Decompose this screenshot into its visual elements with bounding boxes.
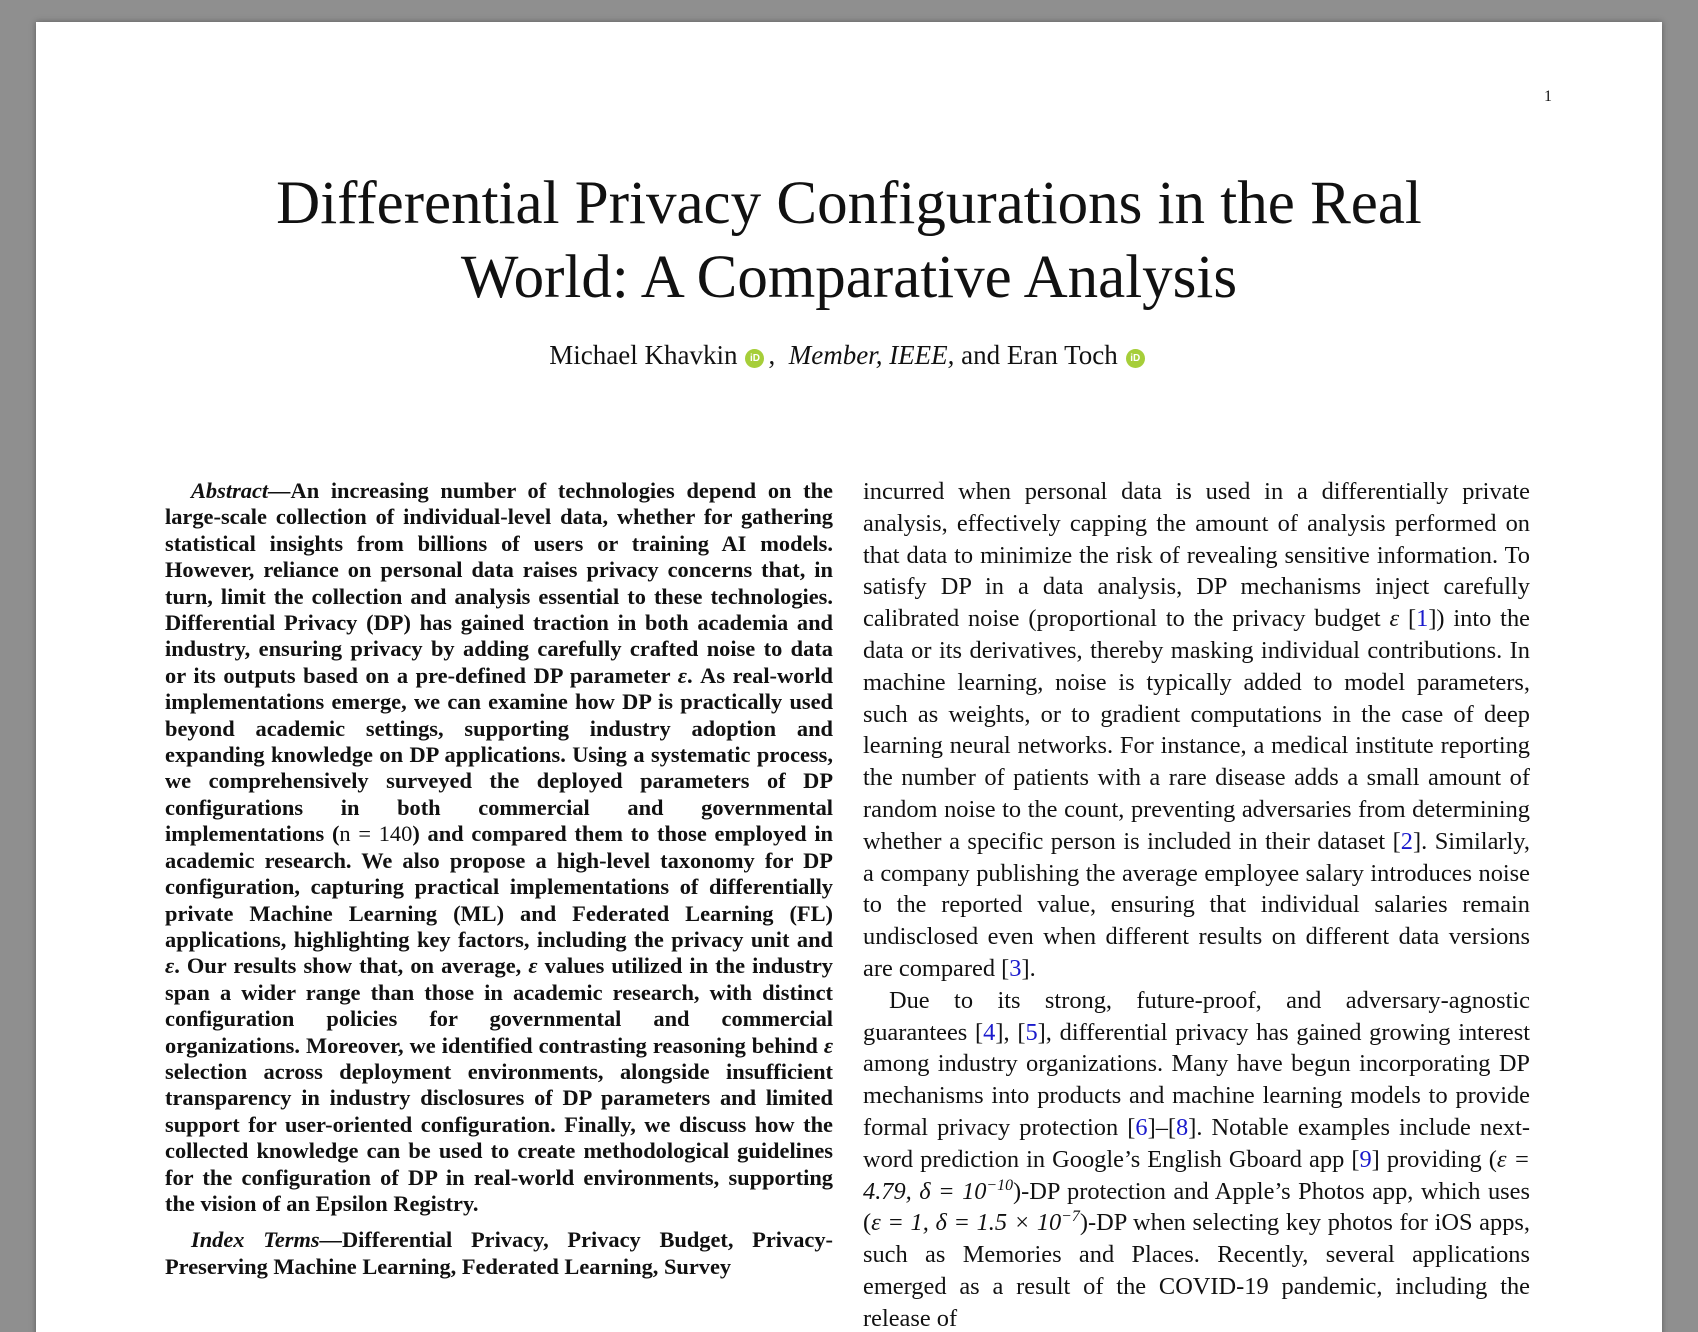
epsilon-symbol: ε: [677, 662, 687, 688]
citation-link[interactable]: 8: [1176, 1113, 1189, 1141]
paper-page: [36, 22, 1662, 1332]
author-name-2: Eran Toch: [1006, 340, 1118, 370]
title-line-2: World: A Comparative Analysis: [460, 244, 1238, 311]
page-number: 1: [1544, 88, 1552, 105]
citation-link[interactable]: 1: [1416, 605, 1429, 633]
citation-link[interactable]: 3: [1009, 954, 1022, 982]
epsilon-symbol: ε: [528, 953, 538, 979]
citation-link[interactable]: 4: [983, 1018, 996, 1046]
author-line: Michael Khavkin iD , Member, IEEE, and Eran Toch iD: [116, 338, 1582, 372]
index-terms: Index Terms—Differential Privacy, Privacy Budget, Privacy-Preserving Machine Learning, Federated Learning, Survey: [165, 1227, 833, 1279]
abstract-label: Abstract—: [191, 478, 291, 503]
index-terms-label: Index Terms—: [191, 1227, 342, 1253]
author-affiliation: Member, IEEE,: [788, 340, 955, 370]
abstract: Abstract—An increasing number of technologies depend on the large-scale collection of individual-level data, whether for gathering statistical insights from billions of users or training AI models. However, reliance on personal data raises privacy concerns that, in turn, limit the collection and analysis essential to these technologies. Differential Privacy (DP) has gained traction in both academia and industry, ensuring privacy by adding carefully crafted noise to data or its outputs based on a pre-defined DP parameter ε. As real-world implementations emerge, we can examine how DP is practically used beyond academic settings, supporting industry adoption and expanding knowledge on DP applications. Using a systematic process, we comprehensively surveyed the deployed parameters of DP configurations in both commercial and governmental implementations (n = 140) and compared them to those employed in academic research. We also propose a high-level taxonomy for DP configuration, capturing practical implementations of differentially private Machine Learning (ML) and Federated Learning (FL) applications, highlighting key factors, including the privacy unit and ε. Our results show that, on average, ε values utilized in the industry span a wider range than those in academic research, with distinct configuration policies for governmental and commercial organizations. Moreover, we identified contrasting reasoning behind ε selection across deployment environments, alongside insufficient transparency in industry disclosures of DP parameters and limited support for user-oriented configuration. Finally, we discuss how the collected knowledge can be used to create methodological guidelines for the configuration of DP in real-world environments, supporting the vision of an Epsilon Registry.: [165, 478, 833, 1216]
title-line-1: Differential Privacy Configurations in the Real: [276, 170, 1422, 237]
sample-size: n = 140: [339, 821, 413, 847]
citation-link[interactable]: 9: [1359, 1145, 1372, 1173]
epsilon-symbol: ε: [823, 1032, 833, 1058]
citation-link[interactable]: 2: [1400, 827, 1413, 855]
epsilon-symbol: ε: [165, 953, 175, 979]
author-name-1: Michael Khavkin: [549, 340, 738, 370]
abstract-column: [165, 478, 833, 1280]
orcid-icon[interactable]: iD: [745, 349, 764, 368]
math-expression: ε = 1, $\delta = 1.5 \times 10^{-7}$: [871, 1208, 1080, 1237]
body-column: [863, 476, 1530, 1332]
body-paragraph: Due to its strong, future-proof, and adversary-agnostic guarantees [4], [5], differential privacy has gained growing interest among industry organizations. Many have begun incorporating DP mechanisms into products and machine learning models to provide formal privacy protection [6]–[8]. Notable examples include next-word prediction in Google’s English Gboard app [9] providing (ε = 4.79, $\delta = 10^{-10})-DP$ protection and Apple’s Photos app, which uses (ε = 1, $\delta = 1.5 \times 10^{-7})-DP$ when selecting key photos for iOS apps, such as Memories and Places. Recently, several applications emerged as a result of the COVID-19 pandemic, including the release of: [863, 986, 1530, 1332]
paper-title: [116, 167, 1582, 315]
author-connector: and: [961, 340, 1001, 370]
citation-link[interactable]: 6: [1135, 1113, 1148, 1141]
body-paragraph: incurred when personal data is used in a differentially private analysis, effectively capping the amount of analysis performed on that data to minimize the risk of revealing sensitive information. To satisfy DP in a data analysis, DP mechanisms inject carefully calibrated noise (proportional to the privacy budget ε [1]) into the data or its derivatives, thereby masking individual contributions. In machine learning, noise is typically added to model parameters, such as weights, or to gradient computations in the case of deep learning neural networks. For instance, a medical institute reporting the number of patients with a rare disease adds a small amount of random noise to the count, preventing adversaries from determining whether a specific person is included in their dataset [2]. Similarly, a company publishing the average employee salary introduces noise to the reported value, ensuring that individual salaries remain undisclosed even when different results on different data versions are compared [3].: [863, 478, 1530, 982]
math-expression: ε = 4.79, $\delta = 10^{-10}$: [863, 1145, 1530, 1205]
orcid-icon[interactable]: iD: [1126, 349, 1145, 368]
citation-link[interactable]: 5: [1025, 1018, 1038, 1046]
epsilon-symbol: ε: [1389, 605, 1400, 633]
